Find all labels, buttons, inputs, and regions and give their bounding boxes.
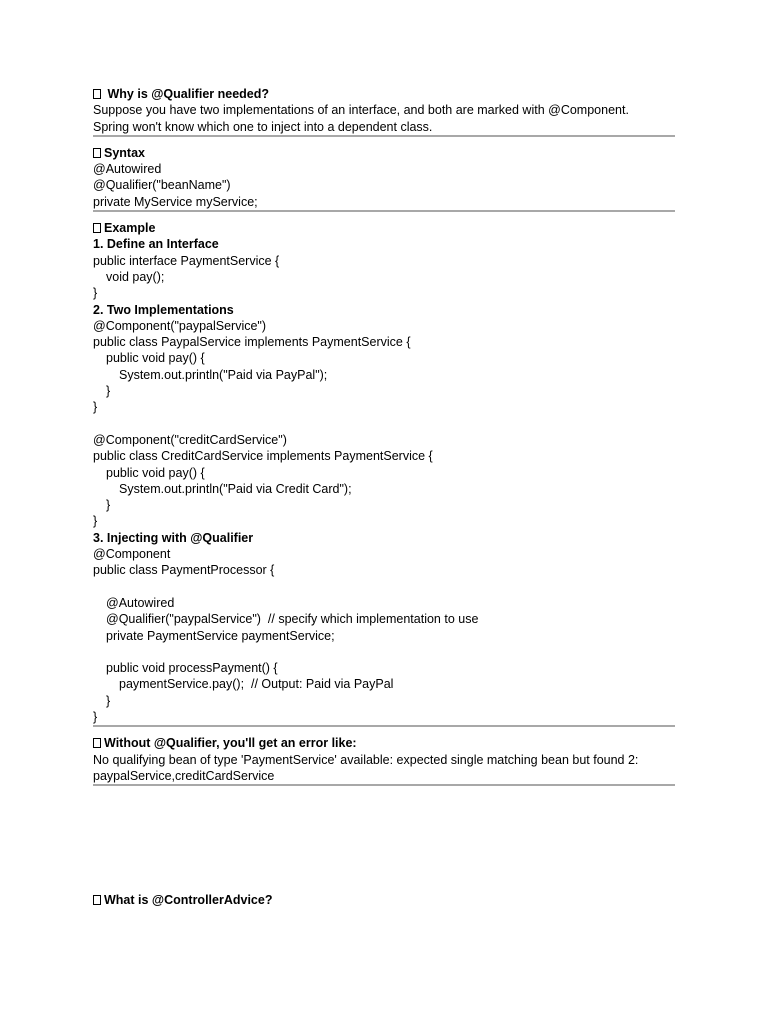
error-line-2: paypalService,creditCardService: [93, 768, 275, 783]
code-line: paymentService.pay(); // Output: Paid via PayPal: [119, 677, 394, 692]
blank-line: [93, 644, 675, 660]
divider: [93, 725, 675, 727]
code-line: @Qualifier("paypalService") // specify which implementation to use: [106, 612, 479, 627]
code-line: @Component("paypalService"): [93, 318, 267, 333]
code-line: public void processPayment() {: [106, 661, 278, 676]
code-line: void pay();: [106, 269, 165, 284]
example-heading-text: Example: [104, 221, 156, 236]
code-line: private PaymentService paymentService;: [106, 628, 335, 643]
code-line: public void pay() {: [106, 465, 205, 480]
divider: [93, 784, 675, 786]
why-heading-text: Why is @Qualifier needed?: [107, 87, 270, 101]
code-line: public class PaymentProcessor {: [93, 563, 275, 578]
code-line: }: [106, 498, 111, 513]
missing-glyph-icon: [93, 89, 101, 99]
error-line-1: No qualifying bean of type 'PaymentService' available: expected single matching bean but found 2:: [93, 752, 639, 767]
code-line: public class PaypalService implements PaymentService {: [93, 335, 411, 350]
code-line: @Component("creditCardService"): [93, 432, 287, 447]
example-heading: [93, 220, 675, 236]
code-line: System.out.println("Paid via PayPal");: [119, 367, 328, 382]
syntax-heading: [93, 145, 675, 161]
divider: [93, 210, 675, 212]
step-2-heading: 2. Two Implementations: [93, 302, 234, 317]
code-line: @Component: [93, 547, 171, 562]
missing-glyph-icon: [93, 148, 101, 158]
code-line: public class CreditCardService implements PaymentService {: [93, 449, 433, 464]
next-heading: [93, 892, 675, 908]
code-line: public interface PaymentService {: [93, 253, 280, 268]
why-line-1: Suppose you have two implementations of an interface, and both are marked with @Component.: [93, 103, 629, 118]
blank-line: [93, 416, 675, 432]
divider: [93, 135, 675, 137]
syntax-code-line: @Qualifier("beanName"): [93, 178, 231, 193]
code-line: }: [106, 384, 111, 399]
code-line: public void pay() {: [106, 351, 205, 366]
without-heading: [93, 735, 675, 751]
syntax-code-line: @Autowired: [93, 162, 162, 177]
missing-glyph-icon: [93, 895, 101, 905]
missing-glyph-icon: [93, 738, 101, 748]
syntax-code-line: private MyService myService;: [93, 194, 258, 209]
missing-glyph-icon: [93, 223, 101, 233]
document-page: [93, 86, 675, 908]
why-line-2: Spring won't know which one to inject into a dependent class.: [93, 119, 433, 134]
next-heading-text: What is @ControllerAdvice?: [104, 893, 273, 908]
code-line: @Autowired: [106, 595, 175, 610]
syntax-heading-text: Syntax: [104, 145, 145, 160]
code-line: System.out.println("Paid via Credit Card");: [119, 481, 352, 496]
code-line: }: [93, 514, 98, 529]
why-heading: [93, 86, 675, 102]
without-heading-text: Without @Qualifier, you'll get an error like:: [104, 736, 357, 751]
step-3-heading: 3. Injecting with @Qualifier: [93, 530, 254, 545]
spacer: [93, 794, 675, 892]
code-line: }: [93, 709, 98, 724]
code-line: }: [93, 400, 98, 415]
code-line: }: [106, 693, 111, 708]
step-1-heading: 1. Define an Interface: [93, 237, 219, 252]
blank-line: [93, 579, 675, 595]
code-line: }: [93, 286, 98, 301]
